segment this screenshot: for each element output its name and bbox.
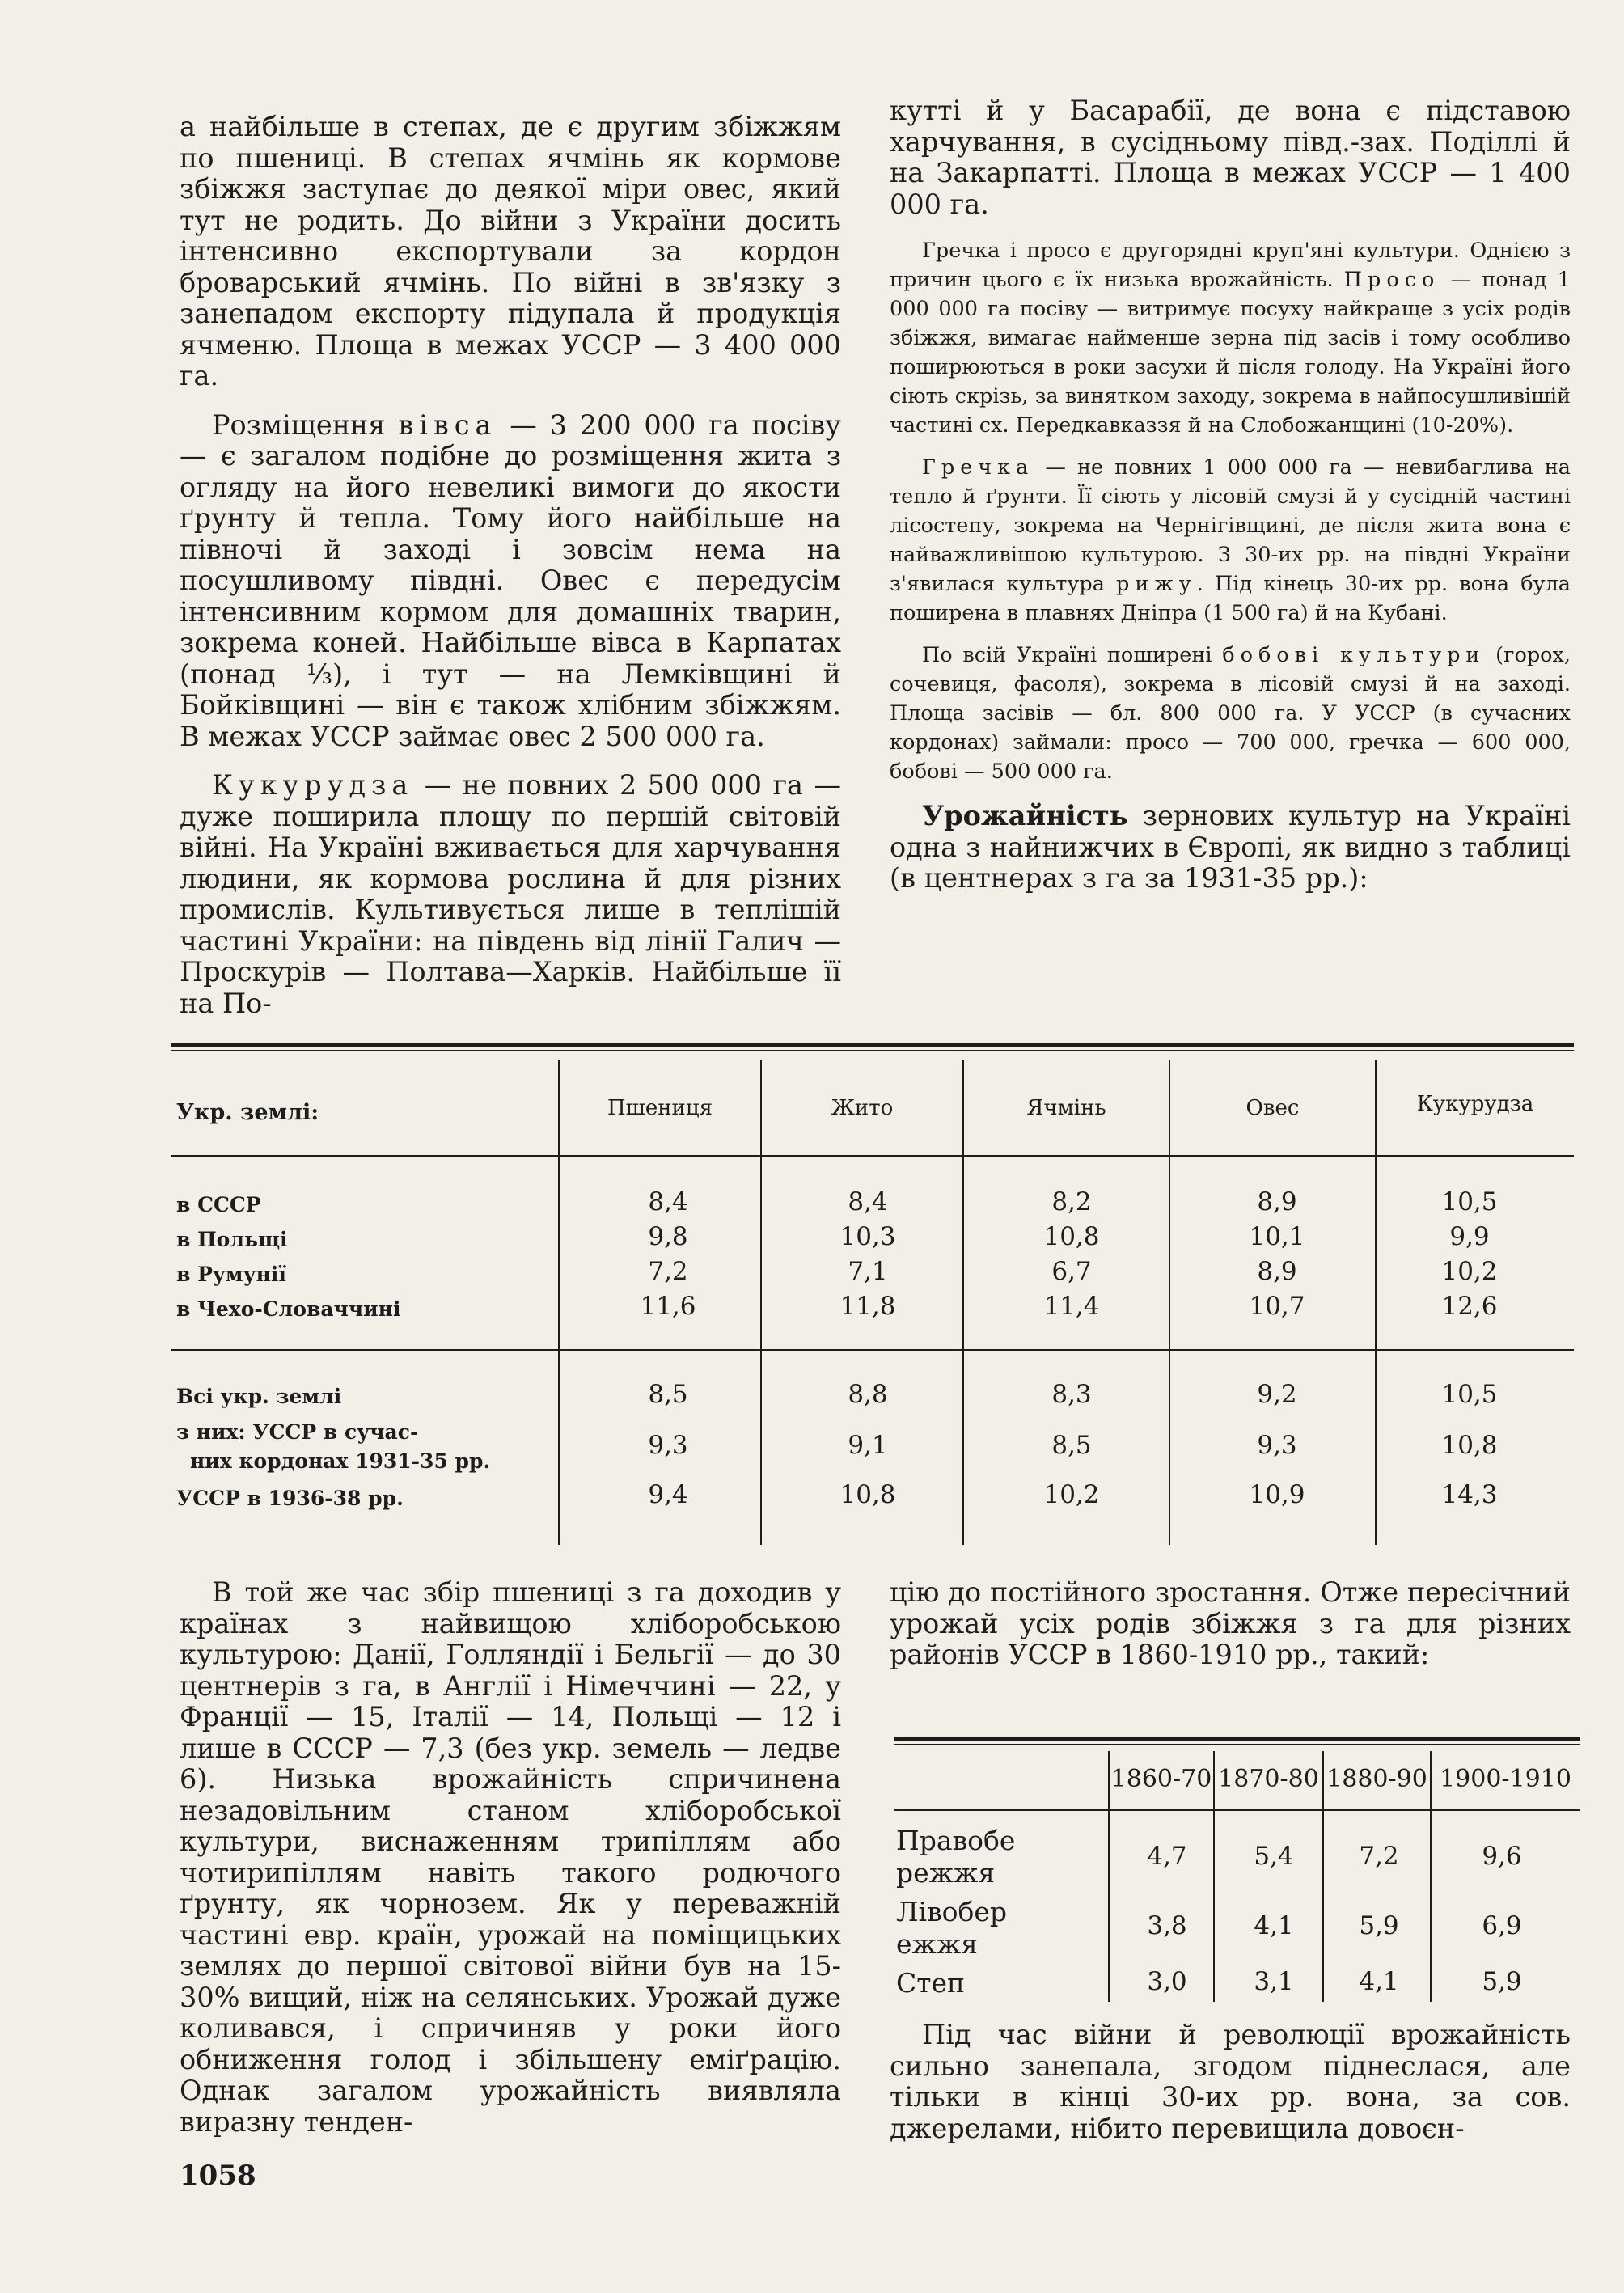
right-column-bottom-final bbox=[890, 2020, 1571, 2144]
paragraph-corn bbox=[180, 770, 841, 1019]
table-cell: 9,2 bbox=[1257, 1380, 1297, 1409]
table-cell: 8,5 bbox=[1051, 1431, 1092, 1460]
row-label: в Чехо-Словаччині bbox=[176, 1297, 401, 1321]
table-cell: 3,8 bbox=[1147, 1911, 1187, 1940]
column-divider bbox=[1375, 1060, 1377, 1545]
paragraph-barley: а найбільше в степах, де є другим збіжжям по пшениці. В степах ячмінь як кормове збіжжя заступає до деякої міри овес, який тут не родить. До війни з України досить інтенсивно експортували за кордон броварський ячмінь. По війні в зв'язку з занепадом експорту підупала й продукція ячменю. Площа в межах УССР — 3 400 000 га. bbox=[180, 111, 841, 391]
row-label: в Румунії bbox=[176, 1263, 286, 1286]
table-rule bbox=[894, 1737, 1580, 1741]
text: Розміщення bbox=[212, 408, 399, 441]
table-cell: 11,4 bbox=[1043, 1292, 1100, 1321]
column-header-barley: Ячмінь bbox=[1026, 1096, 1106, 1120]
table-cell: 7,2 bbox=[648, 1257, 688, 1286]
row-label: з них: УССР в сучас- bbox=[176, 1420, 419, 1444]
right-column-top bbox=[890, 95, 1571, 895]
row-label: Всі укр. землі bbox=[176, 1385, 342, 1408]
table-cell: 9,3 bbox=[1257, 1431, 1297, 1460]
table-cell: 7,1 bbox=[848, 1257, 888, 1286]
page-number: 1058 bbox=[180, 2160, 256, 2192]
paragraph-war-period: Під час війни й революції врожайність сильно занепала, згодом піднеслася, але тільки в кінці 30-их рр. вона, за сов. джерелами, нібито перевищила довоєн- bbox=[890, 2019, 1571, 2144]
column-header-rye: Жито bbox=[831, 1096, 894, 1120]
term-legumes: бобові культури bbox=[1222, 643, 1486, 667]
text: — не повних 1 000 000 га — невибаглива на тепло й ґрунти. Її сіють у лісовій смузі й у сусідній частині лісостепу, зокрема на Чернігівщині, де після жита вона є найважливішою культурою. З 30-их рр. на півдні України з'явилася культура bbox=[890, 455, 1571, 596]
paragraph-millet bbox=[890, 236, 1571, 440]
column-divider bbox=[962, 1060, 964, 1545]
table-cell: 10,9 bbox=[1249, 1480, 1305, 1509]
paragraph-yield-intro bbox=[890, 801, 1571, 895]
table-cell: 10,5 bbox=[1441, 1380, 1498, 1409]
table-cell: 10,8 bbox=[1441, 1431, 1498, 1460]
row-label: УССР в 1936-38 рр. bbox=[176, 1487, 404, 1510]
table-cell: 11,6 bbox=[640, 1292, 696, 1321]
table-cell: 10,8 bbox=[839, 1480, 896, 1509]
text: — 3 200 000 га посіву — є загалом подібне до розміщення жита з огляду на його невеликі вимоги до якости ґрунту й тепла. Тому його найбільше на півночі й заході і зовсім нема на посушливому півдні. Овес є передусім інтенсивним кормом для домашніх тварин, зокрема коней. Найбільше вівса в Карпатах (понад ⅓), і тут — на Лемківщині й Бойківщині — він є також хлібним збіжжям. В межах УССР займає овес 2 500 000 га. bbox=[180, 408, 841, 752]
table-cell: 3,1 bbox=[1254, 1967, 1294, 1996]
table-rule bbox=[894, 1809, 1580, 1811]
table-rule bbox=[171, 1043, 1574, 1047]
table-cell: 5,9 bbox=[1359, 1911, 1399, 1940]
paragraph-corn-cont: кутті й у Басарабії, де вона є підставою харчування, в сусідньому півд.-зах. Поділлі й на Закарпатті. Площа в межах УССР — 1 400 000 га. bbox=[890, 95, 1571, 220]
term-rice: рижу bbox=[1116, 572, 1197, 596]
table-cell: 10,7 bbox=[1249, 1292, 1305, 1321]
term-millet: Просо bbox=[1343, 268, 1440, 292]
paragraph-wheat-yield: В той же час збір пшениці з га доходив у країнах з найвищою хліборобською культурою: Данії, Голляндії і Бельгії — до 30 центнерів з га, в Англії і Німеччині — 22, у Франції — 15, Італії — 14, Польщі — 12 і лише в СССР — 7,3 (без укр. земель — ледве 6). Низька врожайність спричинена незадовільним станом хліборобської культури, виснаженням трипіллям або чотирипіллям навіть такого родючого ґрунту, як чорнозем. Як у переважній частині евр. країн, урожай на поміщицьких землях до першої світової війни був на 15-30% вищий, ніж на селянських. Урожай дуже коливався, і спричиняв у роки його обниження голод і збільшену еміґрацію. Однак загалом урожайність виявляла виразну тенден- bbox=[180, 1576, 841, 2138]
table-cell: 9,4 bbox=[648, 1480, 688, 1509]
table-cell: 12,6 bbox=[1441, 1292, 1498, 1321]
table-cell: 6,9 bbox=[1482, 1911, 1522, 1940]
row-label: в СССР bbox=[176, 1193, 261, 1216]
table-cell: 6,7 bbox=[1051, 1257, 1092, 1286]
table-cell: 10,5 bbox=[1441, 1187, 1498, 1216]
table-cell: 14,3 bbox=[1441, 1480, 1498, 1509]
table-cell: 10,2 bbox=[1441, 1257, 1498, 1286]
table-cell: 10,1 bbox=[1249, 1222, 1305, 1251]
table-cell: 10,2 bbox=[1043, 1480, 1100, 1509]
row-label: Правобережжя bbox=[896, 1825, 1016, 1889]
paragraph-buckwheat bbox=[890, 453, 1571, 628]
table-cell: 9,6 bbox=[1482, 1842, 1522, 1871]
table-cell: 4,1 bbox=[1359, 1967, 1399, 1996]
table-cell: 3,0 bbox=[1147, 1967, 1187, 1996]
small-print-block bbox=[890, 236, 1571, 786]
row-label: них кордонах 1931-35 рр. bbox=[190, 1449, 491, 1473]
table-cell: 8,4 bbox=[648, 1187, 688, 1216]
table-cell: 8,8 bbox=[848, 1380, 888, 1409]
term-oats: вівса bbox=[398, 408, 497, 441]
row-label: в Польщі bbox=[176, 1228, 288, 1251]
paragraph-decade-intro: цію до постійного зростання. Отже пересічний урожай усіх родів збіжжя з га для різних районів УССР в 1860-1910 рр., такий: bbox=[890, 1576, 1571, 1670]
table-cell: 8,3 bbox=[1051, 1380, 1092, 1409]
table-cell: 4,1 bbox=[1254, 1911, 1294, 1940]
row-label: Лівобережжя bbox=[896, 1896, 1008, 1960]
column-divider bbox=[558, 1060, 560, 1545]
column-header-decade: 1860-70 bbox=[1110, 1765, 1212, 1793]
text: Гречка і просо є другорядні круп'яні культури. Однією з причин цього є їх низька врожайність. bbox=[890, 239, 1571, 292]
text: (горох, сочевиця, фасоля), зокрема в лісовій смузі й на заході. Площа засівів — бл. 800 000 га. У УССР (в сучасних кордонах) займали: просо — 700 000, гречка — 600 000, бобові — 500 000 га. bbox=[890, 643, 1571, 784]
table-cell: 9,8 bbox=[648, 1222, 688, 1251]
paragraph-legumes bbox=[890, 641, 1571, 786]
table-cell: 5,9 bbox=[1482, 1967, 1522, 1996]
table-rule bbox=[171, 1155, 1574, 1157]
table-rule bbox=[171, 1050, 1574, 1051]
term-corn: Кукурудза bbox=[212, 769, 414, 801]
term-yield: Урожайність bbox=[922, 800, 1128, 831]
table-rule bbox=[894, 1744, 1580, 1745]
left-column-top bbox=[180, 112, 841, 1019]
table-rule bbox=[171, 1349, 1574, 1351]
text: По всій Україні поширені bbox=[922, 643, 1223, 667]
table-cell: 9,3 bbox=[648, 1431, 688, 1460]
right-column-bottom-intro bbox=[890, 1577, 1571, 1671]
column-header-wheat: Пшениця bbox=[607, 1096, 713, 1120]
column-header-decade: 1880-90 bbox=[1326, 1765, 1427, 1793]
table-cell: 11,8 bbox=[839, 1292, 896, 1321]
text: — понад 1 000 000 га посіву — витримує посуху найкраще з усіх родів збіжжя, вимагає найменше зерна під засів і тому особливо поширюються в роки засухи й після голоду. На Україні його сіють скрізь, за винятком заходу, зокрема в найпосушливішій частині сх. Передкавказзя й на Слобожанщині (10-20%). bbox=[890, 268, 1571, 438]
table-cell: 9,1 bbox=[848, 1431, 888, 1460]
row-label: Степ bbox=[896, 1967, 966, 1999]
table-cell: 10,3 bbox=[839, 1222, 896, 1251]
table-cell: 5,4 bbox=[1254, 1842, 1294, 1871]
table-cell: 8,9 bbox=[1257, 1257, 1297, 1286]
table-cell: 9,9 bbox=[1449, 1222, 1490, 1251]
text: зернових культур на Україні одна з найнижчих в Європі, як видно з таблиці (в центнерах з га за 1931-35 рр.): bbox=[890, 800, 1571, 894]
term-buckwheat: Гречка bbox=[922, 455, 1034, 480]
table-cell: 8,4 bbox=[848, 1187, 888, 1216]
table-header-label: Укр. землі: bbox=[176, 1100, 319, 1125]
column-header-corn: Кукурудза bbox=[1416, 1092, 1534, 1116]
table-cell: 8,5 bbox=[648, 1380, 688, 1409]
table-cell: 4,7 bbox=[1147, 1842, 1187, 1871]
column-header-decade: 1900-1910 bbox=[1440, 1765, 1571, 1793]
column-divider bbox=[1169, 1060, 1170, 1545]
text: . Під кінець 30-их рр. вона була поширена в плавнях Дніпра (1 500 га) й на Кубані. bbox=[890, 572, 1571, 625]
table-cell: 7,2 bbox=[1359, 1842, 1399, 1871]
column-header-decade: 1870-80 bbox=[1218, 1765, 1319, 1793]
table-cell: 8,2 bbox=[1051, 1187, 1092, 1216]
table-cell: 8,9 bbox=[1257, 1187, 1297, 1216]
paragraph-oats bbox=[180, 410, 841, 753]
text: — не повних 2 500 000 га — дуже поширила площу по першій світовій війні. На Україні вживається для харчування людини, як кормова рослина й для різних промислів. Культивується лише в теплішій частині України: на південь від лінії Галич — Проскурів — Полтава—Харків. Найбільше її на По- bbox=[180, 769, 841, 1019]
left-column-bottom bbox=[180, 1577, 841, 2138]
column-divider bbox=[760, 1060, 762, 1545]
table-cell: 10,8 bbox=[1043, 1222, 1100, 1251]
column-header-oats: Овес bbox=[1245, 1096, 1300, 1120]
